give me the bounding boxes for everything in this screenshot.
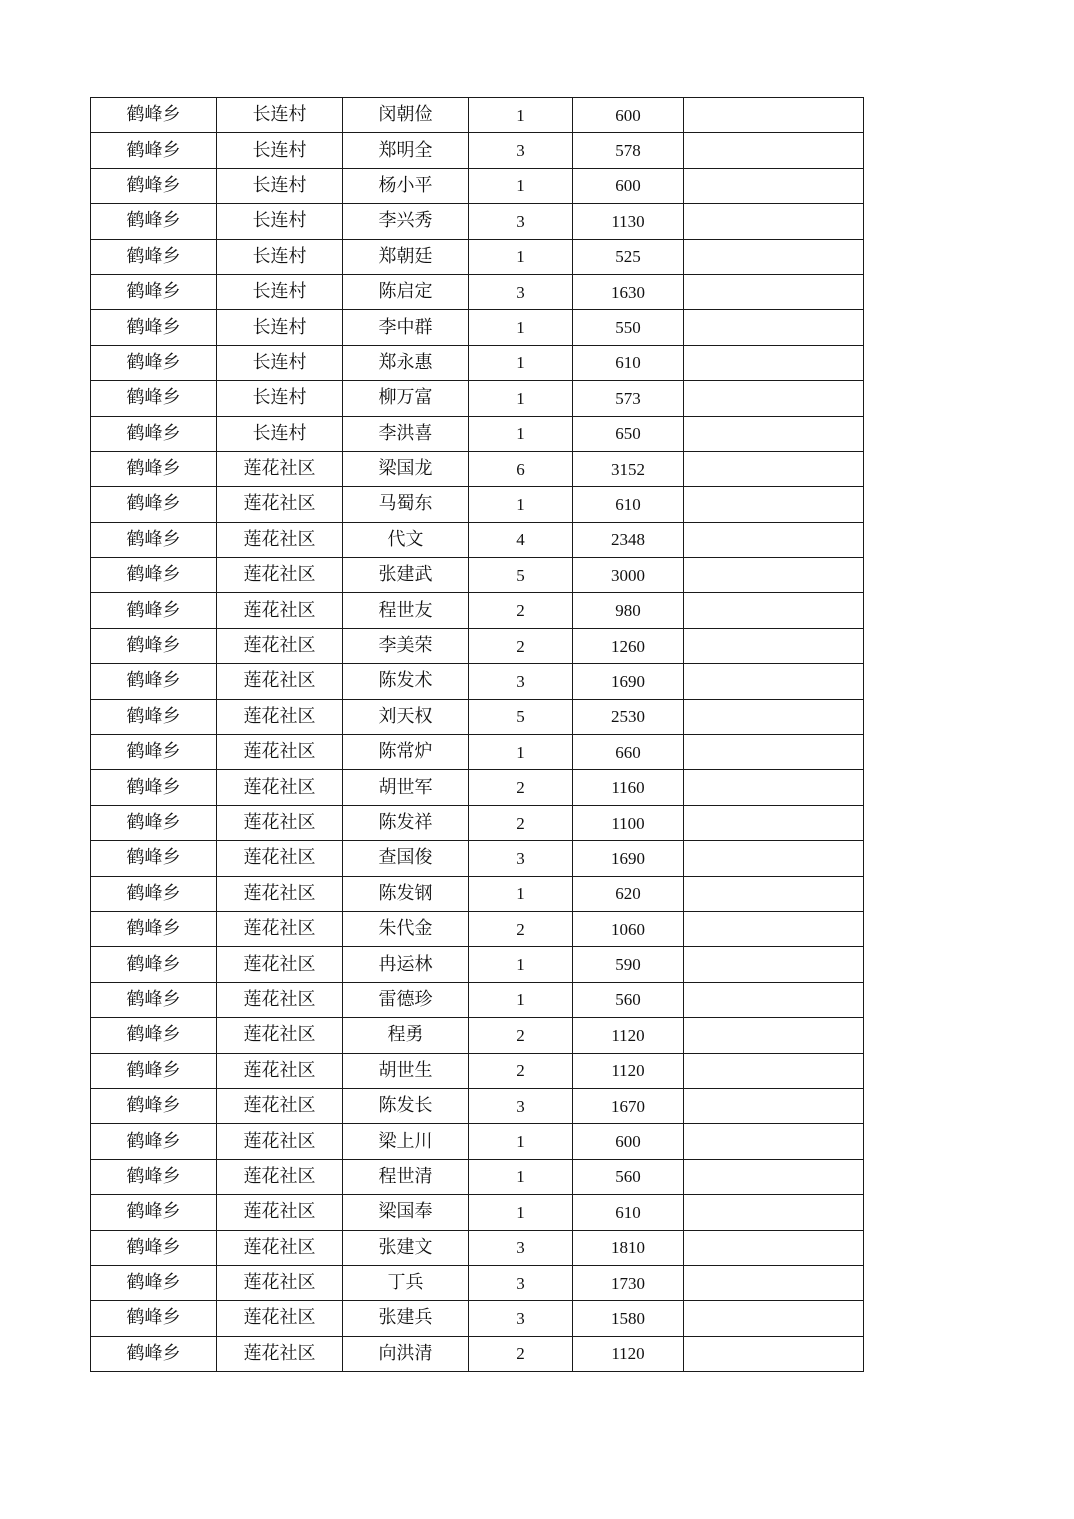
name-cell: 柳万富: [343, 381, 469, 416]
township-cell: 鹤峰乡: [91, 558, 217, 593]
count-cell: 2: [469, 805, 573, 840]
count-cell: 5: [469, 699, 573, 734]
note-cell: [684, 204, 864, 239]
count-cell: 3: [469, 1265, 573, 1300]
note-cell: [684, 1124, 864, 1159]
amount-cell: 600: [573, 168, 684, 203]
count-cell: 3: [469, 204, 573, 239]
name-cell: 张建兵: [343, 1301, 469, 1336]
name-cell: 梁国奉: [343, 1195, 469, 1230]
name-cell: 陈启定: [343, 274, 469, 309]
note-cell: [684, 805, 864, 840]
count-cell: 3: [469, 664, 573, 699]
village-cell: 长连村: [217, 274, 343, 309]
name-cell: 刘天权: [343, 699, 469, 734]
village-cell: 长连村: [217, 168, 343, 203]
name-cell: 陈发钢: [343, 876, 469, 911]
village-cell: 莲花社区: [217, 487, 343, 522]
table-row: [91, 1301, 864, 1336]
village-cell: 莲花社区: [217, 628, 343, 663]
amount-cell: 1160: [573, 770, 684, 805]
village-cell: 长连村: [217, 310, 343, 345]
table-row: [91, 1195, 864, 1230]
village-cell: 莲花社区: [217, 1195, 343, 1230]
name-cell: 陈发祥: [343, 805, 469, 840]
note-cell: [684, 98, 864, 133]
township-cell: 鹤峰乡: [91, 204, 217, 239]
note-cell: [684, 982, 864, 1017]
note-cell: [684, 451, 864, 486]
village-cell: 莲花社区: [217, 1230, 343, 1265]
table-row: [91, 274, 864, 309]
count-cell: 2: [469, 593, 573, 628]
count-cell: 2: [469, 1336, 573, 1371]
count-cell: 2: [469, 628, 573, 663]
amount-cell: 1100: [573, 805, 684, 840]
table-row: [91, 876, 864, 911]
amount-cell: 578: [573, 133, 684, 168]
amount-cell: 620: [573, 876, 684, 911]
amount-cell: 3152: [573, 451, 684, 486]
village-cell: 莲花社区: [217, 982, 343, 1017]
township-cell: 鹤峰乡: [91, 1301, 217, 1336]
township-cell: 鹤峰乡: [91, 911, 217, 946]
township-cell: 鹤峰乡: [91, 1159, 217, 1194]
count-cell: 4: [469, 522, 573, 557]
village-cell: 莲花社区: [217, 699, 343, 734]
name-cell: 马蜀东: [343, 487, 469, 522]
township-cell: 鹤峰乡: [91, 841, 217, 876]
table-row: [91, 947, 864, 982]
amount-cell: 1130: [573, 204, 684, 239]
count-cell: 1: [469, 735, 573, 770]
amount-cell: 980: [573, 593, 684, 628]
township-cell: 鹤峰乡: [91, 770, 217, 805]
township-cell: 鹤峰乡: [91, 310, 217, 345]
table-row: [91, 558, 864, 593]
count-cell: 6: [469, 451, 573, 486]
township-cell: 鹤峰乡: [91, 1195, 217, 1230]
township-cell: 鹤峰乡: [91, 1018, 217, 1053]
township-cell: 鹤峰乡: [91, 98, 217, 133]
village-cell: 莲花社区: [217, 876, 343, 911]
township-cell: 鹤峰乡: [91, 699, 217, 734]
name-cell: 李洪喜: [343, 416, 469, 451]
village-cell: 莲花社区: [217, 770, 343, 805]
note-cell: [684, 310, 864, 345]
table-row: [91, 1124, 864, 1159]
amount-cell: 560: [573, 1159, 684, 1194]
amount-cell: 1260: [573, 628, 684, 663]
table-row: [91, 1336, 864, 1371]
village-cell: 长连村: [217, 133, 343, 168]
table-row: [91, 841, 864, 876]
count-cell: 2: [469, 1053, 573, 1088]
village-cell: 莲花社区: [217, 947, 343, 982]
table-row: [91, 451, 864, 486]
count-cell: 1: [469, 381, 573, 416]
township-cell: 鹤峰乡: [91, 593, 217, 628]
name-cell: 梁国龙: [343, 451, 469, 486]
name-cell: 程世清: [343, 1159, 469, 1194]
table-row: [91, 1053, 864, 1088]
amount-cell: 560: [573, 982, 684, 1017]
table-row: [91, 1088, 864, 1123]
table-row: [91, 982, 864, 1017]
count-cell: 3: [469, 841, 573, 876]
name-cell: 程勇: [343, 1018, 469, 1053]
township-cell: 鹤峰乡: [91, 1230, 217, 1265]
village-cell: 长连村: [217, 204, 343, 239]
table-row: [91, 628, 864, 663]
amount-cell: 1580: [573, 1301, 684, 1336]
note-cell: [684, 1195, 864, 1230]
amount-cell: 600: [573, 98, 684, 133]
name-cell: 李美荣: [343, 628, 469, 663]
township-cell: 鹤峰乡: [91, 274, 217, 309]
note-cell: [684, 274, 864, 309]
name-cell: 张建武: [343, 558, 469, 593]
table-row: [91, 381, 864, 416]
village-cell: 长连村: [217, 98, 343, 133]
village-cell: 莲花社区: [217, 451, 343, 486]
amount-cell: 610: [573, 1195, 684, 1230]
note-cell: [684, 593, 864, 628]
note-cell: [684, 1301, 864, 1336]
table-row: [91, 239, 864, 274]
count-cell: 1: [469, 310, 573, 345]
village-cell: 长连村: [217, 345, 343, 380]
township-cell: 鹤峰乡: [91, 239, 217, 274]
name-cell: 陈发术: [343, 664, 469, 699]
table-row: [91, 911, 864, 946]
table-row: [91, 522, 864, 557]
table-row: [91, 416, 864, 451]
note-cell: [684, 1265, 864, 1300]
note-cell: [684, 239, 864, 274]
name-cell: 郑朝廷: [343, 239, 469, 274]
table-row: [91, 310, 864, 345]
note-cell: [684, 911, 864, 946]
table-row: [91, 168, 864, 203]
township-cell: 鹤峰乡: [91, 381, 217, 416]
name-cell: 李兴秀: [343, 204, 469, 239]
note-cell: [684, 345, 864, 380]
amount-cell: 1120: [573, 1053, 684, 1088]
village-cell: 莲花社区: [217, 841, 343, 876]
count-cell: 1: [469, 98, 573, 133]
count-cell: 1: [469, 1195, 573, 1230]
count-cell: 1: [469, 947, 573, 982]
amount-cell: 1670: [573, 1088, 684, 1123]
note-cell: [684, 841, 864, 876]
name-cell: 冉运林: [343, 947, 469, 982]
amount-cell: 660: [573, 735, 684, 770]
table-row: [91, 345, 864, 380]
count-cell: 1: [469, 876, 573, 911]
name-cell: 胡世生: [343, 1053, 469, 1088]
amount-cell: 525: [573, 239, 684, 274]
township-cell: 鹤峰乡: [91, 982, 217, 1017]
name-cell: 向洪清: [343, 1336, 469, 1371]
table-row: [91, 1159, 864, 1194]
table-row: [91, 770, 864, 805]
township-cell: 鹤峰乡: [91, 522, 217, 557]
note-cell: [684, 628, 864, 663]
note-cell: [684, 558, 864, 593]
table-row: [91, 133, 864, 168]
name-cell: 陈常炉: [343, 735, 469, 770]
name-cell: 朱代金: [343, 911, 469, 946]
village-cell: 莲花社区: [217, 805, 343, 840]
amount-cell: 600: [573, 1124, 684, 1159]
township-cell: 鹤峰乡: [91, 1265, 217, 1300]
note-cell: [684, 947, 864, 982]
table-row: [91, 805, 864, 840]
note-cell: [684, 1336, 864, 1371]
name-cell: 胡世军: [343, 770, 469, 805]
name-cell: 程世友: [343, 593, 469, 628]
village-cell: 莲花社区: [217, 1265, 343, 1300]
name-cell: 闵朝俭: [343, 98, 469, 133]
village-cell: 莲花社区: [217, 664, 343, 699]
table-row: [91, 735, 864, 770]
table-row: [91, 204, 864, 239]
name-cell: 丁兵: [343, 1265, 469, 1300]
amount-cell: 3000: [573, 558, 684, 593]
note-cell: [684, 664, 864, 699]
amount-cell: 1630: [573, 274, 684, 309]
township-cell: 鹤峰乡: [91, 1124, 217, 1159]
count-cell: 1: [469, 1159, 573, 1194]
note-cell: [684, 735, 864, 770]
count-cell: 1: [469, 982, 573, 1017]
village-cell: 莲花社区: [217, 1159, 343, 1194]
township-cell: 鹤峰乡: [91, 1053, 217, 1088]
village-cell: 长连村: [217, 416, 343, 451]
name-cell: 郑永惠: [343, 345, 469, 380]
note-cell: [684, 1159, 864, 1194]
note-cell: [684, 1053, 864, 1088]
count-cell: 1: [469, 168, 573, 203]
township-cell: 鹤峰乡: [91, 628, 217, 663]
count-cell: 1: [469, 239, 573, 274]
note-cell: [684, 1088, 864, 1123]
note-cell: [684, 770, 864, 805]
township-cell: 鹤峰乡: [91, 1088, 217, 1123]
amount-cell: 1060: [573, 911, 684, 946]
name-cell: 陈发长: [343, 1088, 469, 1123]
village-cell: 长连村: [217, 381, 343, 416]
village-cell: 莲花社区: [217, 735, 343, 770]
amount-cell: 1690: [573, 664, 684, 699]
note-cell: [684, 381, 864, 416]
village-cell: 莲花社区: [217, 558, 343, 593]
table-row: [91, 1018, 864, 1053]
amount-cell: 1690: [573, 841, 684, 876]
note-cell: [684, 1230, 864, 1265]
village-cell: 莲花社区: [217, 1053, 343, 1088]
township-cell: 鹤峰乡: [91, 451, 217, 486]
township-cell: 鹤峰乡: [91, 487, 217, 522]
table-body: [91, 98, 864, 1372]
township-cell: 鹤峰乡: [91, 168, 217, 203]
name-cell: 郑明全: [343, 133, 469, 168]
name-cell: 代文: [343, 522, 469, 557]
count-cell: 2: [469, 911, 573, 946]
name-cell: 雷德珍: [343, 982, 469, 1017]
village-cell: 莲花社区: [217, 1124, 343, 1159]
note-cell: [684, 168, 864, 203]
note-cell: [684, 487, 864, 522]
name-cell: 杨小平: [343, 168, 469, 203]
amount-cell: 2348: [573, 522, 684, 557]
village-cell: 莲花社区: [217, 911, 343, 946]
amount-cell: 1730: [573, 1265, 684, 1300]
count-cell: 3: [469, 1301, 573, 1336]
count-cell: 3: [469, 274, 573, 309]
amount-cell: 650: [573, 416, 684, 451]
note-cell: [684, 1018, 864, 1053]
name-cell: 梁上川: [343, 1124, 469, 1159]
township-cell: 鹤峰乡: [91, 664, 217, 699]
count-cell: 3: [469, 133, 573, 168]
table-row: [91, 593, 864, 628]
note-cell: [684, 416, 864, 451]
table-row: [91, 664, 864, 699]
note-cell: [684, 699, 864, 734]
amount-cell: 610: [573, 487, 684, 522]
amount-cell: 1810: [573, 1230, 684, 1265]
count-cell: 1: [469, 345, 573, 380]
name-cell: 张建文: [343, 1230, 469, 1265]
amount-cell: 573: [573, 381, 684, 416]
amount-cell: 550: [573, 310, 684, 345]
note-cell: [684, 522, 864, 557]
village-cell: 莲花社区: [217, 593, 343, 628]
count-cell: 3: [469, 1230, 573, 1265]
village-cell: 莲花社区: [217, 1336, 343, 1371]
amount-cell: 1120: [573, 1336, 684, 1371]
township-cell: 鹤峰乡: [91, 133, 217, 168]
table-row: [91, 487, 864, 522]
amount-cell: 1120: [573, 1018, 684, 1053]
township-cell: 鹤峰乡: [91, 1336, 217, 1371]
township-cell: 鹤峰乡: [91, 876, 217, 911]
village-cell: 莲花社区: [217, 1088, 343, 1123]
township-cell: 鹤峰乡: [91, 735, 217, 770]
township-cell: 鹤峰乡: [91, 345, 217, 380]
count-cell: 2: [469, 1018, 573, 1053]
note-cell: [684, 876, 864, 911]
note-cell: [684, 133, 864, 168]
count-cell: 1: [469, 416, 573, 451]
village-cell: 长连村: [217, 239, 343, 274]
amount-cell: 610: [573, 345, 684, 380]
township-cell: 鹤峰乡: [91, 416, 217, 451]
township-cell: 鹤峰乡: [91, 947, 217, 982]
table-row: [91, 1230, 864, 1265]
village-cell: 莲花社区: [217, 1018, 343, 1053]
amount-cell: 590: [573, 947, 684, 982]
data-table: [90, 97, 864, 1372]
amount-cell: 2530: [573, 699, 684, 734]
name-cell: 李中群: [343, 310, 469, 345]
township-cell: 鹤峰乡: [91, 805, 217, 840]
table-row: [91, 98, 864, 133]
name-cell: 查国俊: [343, 841, 469, 876]
count-cell: 3: [469, 1088, 573, 1123]
count-cell: 1: [469, 1124, 573, 1159]
table-row: [91, 699, 864, 734]
village-cell: 莲花社区: [217, 1301, 343, 1336]
count-cell: 2: [469, 770, 573, 805]
village-cell: 莲花社区: [217, 522, 343, 557]
count-cell: 1: [469, 487, 573, 522]
count-cell: 5: [469, 558, 573, 593]
table-row: [91, 1265, 864, 1300]
